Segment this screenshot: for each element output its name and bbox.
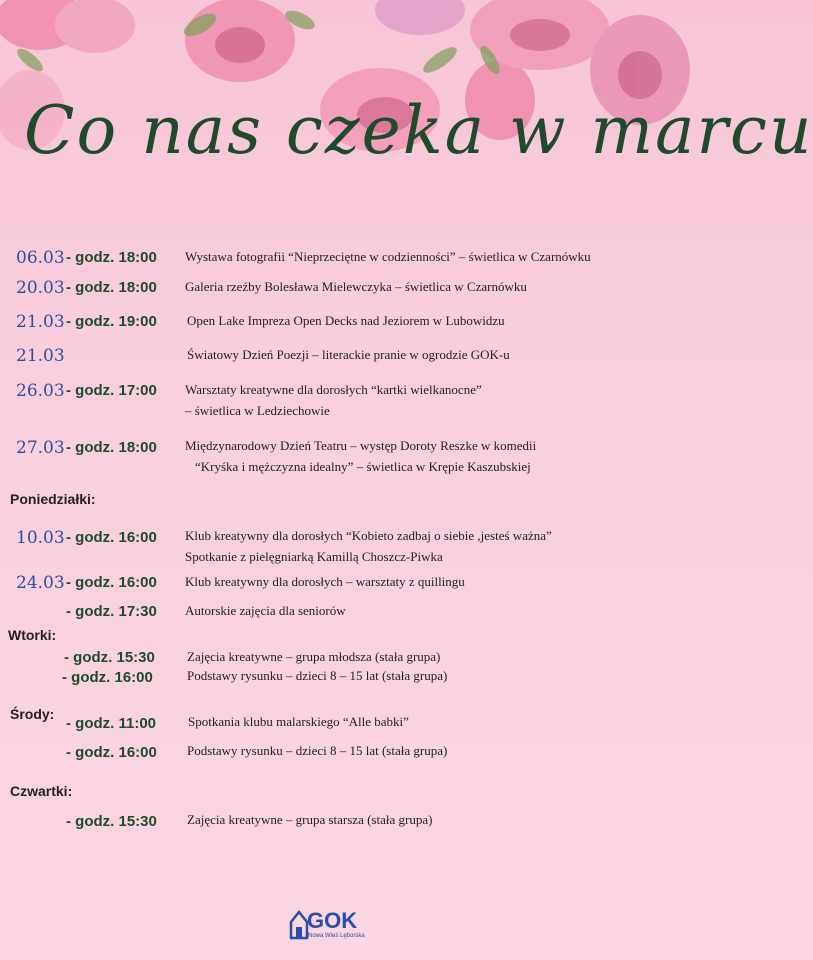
event-time: - godz. 16:00 xyxy=(66,574,157,591)
event-time: - godz. 16:00 xyxy=(66,744,157,761)
section-heading-tuesdays: Wtorki: xyxy=(8,627,57,643)
event-date: 27.03 xyxy=(16,438,65,458)
event-time: - godz. 19:00 xyxy=(66,313,157,330)
event-date: 10.03 xyxy=(16,528,65,548)
gok-logo xyxy=(290,906,390,944)
event-date: 21.03 xyxy=(16,312,65,332)
event-time: - godz. 17:00 xyxy=(66,382,157,399)
section-heading-thursdays: Czwartki: xyxy=(10,783,73,799)
event-time: - godz. 17:30 xyxy=(66,603,157,620)
event-date: 21.03 xyxy=(16,346,65,366)
event-title-line2: Spotkanie z pielęgniarką Kamillą Choszcz-Piwka xyxy=(185,549,443,564)
event-title: Warsztaty kreatywne dla dorosłych “kartki wielkanocne” xyxy=(185,382,482,397)
event-time: - godz. 16:00 xyxy=(66,529,157,546)
event-date: 24.03 xyxy=(16,573,65,593)
event-time: - godz. 16:00 xyxy=(62,669,153,686)
event-title: Galeria rzeźby Bolesława Mielewczyka – świetlica w Czarnówku xyxy=(185,279,527,294)
event-title-line2: “Kryśka i mężczyzna idealny” – świetlica w Krępie Kaszubskiej xyxy=(195,459,531,474)
event-time: - godz. 11:00 xyxy=(66,715,157,732)
event-title: Open Lake Impreza Open Decks nad Jeziorem w Lubowidzu xyxy=(187,313,505,328)
event-title: Międzynarodowy Dzień Teatru – występ Doroty Reszke w komedii xyxy=(185,438,537,453)
event-title: Podstawy rysunku – dzieci 8 – 15 lat (stała grupa) xyxy=(187,743,448,758)
event-time: - godz. 18:00 xyxy=(66,279,157,296)
event-title: Zajęcia kreatywne – grupa starsza (stała grupa) xyxy=(187,812,433,827)
section-heading-mondays: Poniedziałki: xyxy=(10,491,96,507)
event-date: 26.03 xyxy=(16,381,65,401)
event-time: - godz. 15:30 xyxy=(66,813,157,830)
section-heading-wednesdays: Środy: xyxy=(10,706,55,722)
event-date: 20.03 xyxy=(16,278,65,298)
event-time: - godz. 18:00 xyxy=(66,439,157,456)
event-title: Wystawa fotografii “Nieprzeciętne w codzienności” – świetlica w Czarnówku xyxy=(185,249,591,264)
event-title: Podstawy rysunku – dzieci 8 – 15 lat (stała grupa) xyxy=(187,668,448,683)
house-icon xyxy=(290,908,308,940)
event-title: Światowy Dzień Poezji – literackie pranie w ogrodzie GOK-u xyxy=(187,347,510,362)
event-time: - godz. 15:30 xyxy=(64,649,155,666)
logo-text: GOK xyxy=(307,908,358,933)
event-time: - godz. 18:00 xyxy=(66,249,157,266)
page-title: Co nas czeka w marcu xyxy=(24,92,813,169)
event-title: Zajęcia kreatywne – grupa młodsza (stała grupa) xyxy=(187,649,441,664)
event-date: 06.03 xyxy=(16,248,65,268)
event-title: Klub kreatywny dla dorosłych – warsztaty z quillingu xyxy=(185,574,465,589)
event-title-line2: – świetlica w Ledziechowie xyxy=(185,403,330,418)
event-title: Klub kreatywny dla dorosłych “Kobieto zadbaj o siebie ,jesteś ważna” xyxy=(185,528,552,543)
event-title: Spotkania klubu malarskiego “Alle babki” xyxy=(188,714,409,729)
event-title: Autorskie zajęcia dla seniorów xyxy=(185,603,346,618)
logo-subtitle: Nowa Wieś Lęborska xyxy=(308,933,365,939)
